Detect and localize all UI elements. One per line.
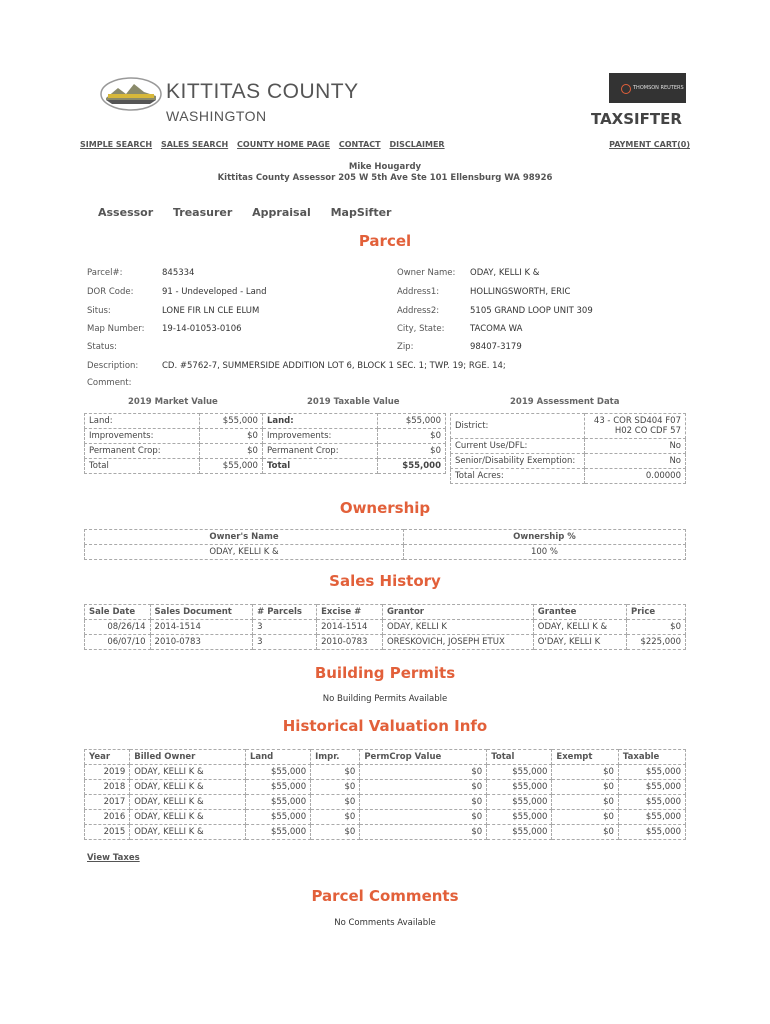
market-value-title: 2019 Market Value: [128, 397, 218, 407]
market-value-cell: $0: [199, 429, 262, 444]
history-cell: $0: [311, 780, 360, 795]
assessor-address: Kittitas County Assessor 205 W 5th Ave Ste 101 Ellensburg WA 98926: [217, 173, 553, 183]
owner-name-cell: ODAY, KELLI K &: [85, 545, 404, 560]
history-cell: $0: [552, 795, 619, 810]
sales-cell: 3: [253, 635, 317, 650]
history-cell: $0: [552, 810, 619, 825]
history-header: Exempt: [552, 750, 619, 765]
history-cell: $55,000: [487, 810, 552, 825]
table-row: [85, 545, 686, 560]
ownership-title: Ownership: [339, 499, 431, 517]
taxable-value-title: 2019 Taxable Value: [307, 397, 400, 407]
history-cell: $55,000: [618, 810, 685, 825]
zip-value: 98407-3179: [470, 342, 522, 352]
history-header: PermCrop Value: [360, 750, 487, 765]
taxable-label-cell: Land:: [262, 414, 377, 429]
sales-cell: ORESKOVICH, JOSEPH ETUX: [382, 635, 533, 650]
history-cell: $0: [552, 825, 619, 840]
sales-header: # Parcels: [253, 605, 317, 620]
address1-value: HOLLINGSWORTH, ERIC: [470, 287, 571, 297]
status-label: Status:: [87, 342, 117, 352]
county-name: KITTITAS COUNTY: [166, 80, 359, 103]
tr-logo-icon: [621, 84, 631, 94]
sales-cell: 2014-1514: [317, 620, 383, 635]
sales-header: Grantor: [382, 605, 533, 620]
tab-appraisal[interactable]: Appraisal: [252, 206, 311, 219]
sales-history-title: Sales History: [329, 572, 441, 590]
history-cell: ODAY, KELLI K &: [130, 795, 246, 810]
sales-table: [84, 604, 686, 650]
map-number-label: Map Number:: [87, 324, 145, 334]
history-cell: $0: [552, 780, 619, 795]
history-header: Impr.: [311, 750, 360, 765]
taxable-label-cell: Improvements:: [262, 429, 377, 444]
owner-name-value: ODAY, KELLI K &: [470, 268, 540, 278]
sales-cell: 2010-0783: [150, 635, 253, 650]
situs-value: LONE FIR LN CLE ELUM: [162, 306, 260, 316]
taxable-value-cell: $0: [377, 429, 445, 444]
history-cell: $55,000: [245, 780, 310, 795]
county-logo: [100, 74, 162, 114]
history-cell: 2017: [85, 795, 130, 810]
table-row: [85, 780, 686, 795]
module-tabs: [98, 206, 391, 219]
sales-cell: 2010-0783: [317, 635, 383, 650]
table-row: [85, 825, 686, 840]
building-permits-title: Building Permits: [314, 664, 456, 682]
market-value-cell: $0: [199, 444, 262, 459]
ownership-table: [84, 529, 686, 560]
history-cell: $55,000: [618, 765, 685, 780]
address2-label: Address2:: [397, 306, 440, 316]
assessment-table: [450, 413, 686, 484]
tab-assessor[interactable]: Assessor: [98, 206, 154, 219]
table-row: [85, 795, 686, 810]
table-row: [85, 620, 686, 635]
state-name: WASHINGTON: [166, 108, 267, 124]
history-cell: $55,000: [245, 765, 310, 780]
history-cell: 2015: [85, 825, 130, 840]
senior-exemption-value: No: [585, 454, 686, 469]
history-cell: $0: [311, 810, 360, 825]
nav-contact[interactable]: CONTACT: [338, 140, 381, 149]
tr-logo-text: THOMSON REUTERS: [633, 85, 684, 91]
history-cell: $55,000: [245, 810, 310, 825]
sales-header: Sales Document: [150, 605, 253, 620]
taxsifter-brand: TAXSIFTER: [591, 110, 682, 128]
sales-cell: 08/26/14: [85, 620, 151, 635]
current-use-value: No: [585, 439, 686, 454]
history-header: Taxable: [618, 750, 685, 765]
dor-code-value: 91 - Undeveloped - Land: [162, 287, 267, 297]
dor-code-label: DOR Code:: [87, 287, 134, 297]
sales-cell: ODAY, KELLI K &: [533, 620, 626, 635]
thomson-reuters-logo: [609, 73, 686, 103]
description-label: Description:: [87, 361, 139, 371]
history-cell: $55,000: [487, 795, 552, 810]
history-cell: 2018: [85, 780, 130, 795]
history-cell: $55,000: [487, 780, 552, 795]
city-state-value: TACOMA WA: [470, 324, 523, 334]
history-cell: $0: [360, 780, 487, 795]
history-cell: $0: [311, 795, 360, 810]
total-acres-label: Total Acres:: [451, 469, 585, 484]
sales-cell: ODAY, KELLI K: [382, 620, 533, 635]
senior-exemption-label: Senior/Disability Exemption:: [451, 454, 585, 469]
history-cell: $0: [311, 765, 360, 780]
description-value: CD. #5762-7, SUMMERSIDE ADDITION LOT 6, BLOCK 1 SEC. 1; TWP. 19; RGE. 14;: [162, 361, 506, 371]
table-row: [85, 635, 686, 650]
owner-name-label: Owner Name:: [397, 268, 456, 278]
taxable-label-cell: Total: [262, 459, 377, 474]
taxable-value-cell: $55,000: [377, 414, 445, 429]
sales-header: Grantee: [533, 605, 626, 620]
history-cell: ODAY, KELLI K &: [130, 780, 246, 795]
history-header: Year: [85, 750, 130, 765]
situs-label: Situs:: [87, 306, 111, 316]
history-cell: $55,000: [618, 825, 685, 840]
ownership-pct-header: Ownership %: [404, 530, 686, 545]
top-nav: [80, 140, 690, 150]
total-acres-value: 0.00000: [585, 469, 686, 484]
history-cell: $55,000: [618, 795, 685, 810]
history-cell: ODAY, KELLI K &: [130, 810, 246, 825]
nav-county-home[interactable]: COUNTY HOME PAGE: [237, 140, 330, 149]
nav-simple-search[interactable]: SIMPLE SEARCH: [80, 140, 153, 149]
value-table: [84, 413, 446, 474]
value-label-cell: Improvements:: [85, 429, 200, 444]
taxable-value-cell: $0: [377, 444, 445, 459]
taxable-label-cell: Permanent Crop:: [262, 444, 377, 459]
market-value-cell: $55,000: [199, 459, 262, 474]
sales-cell: 3: [253, 620, 317, 635]
sales-header: Price: [627, 605, 686, 620]
parcel-no-label: Parcel#:: [87, 268, 123, 278]
address2-value: 5105 GRAND LOOP UNIT 309: [470, 306, 593, 316]
history-cell: 2016: [85, 810, 130, 825]
table-row: [85, 459, 446, 474]
address1-label: Address1:: [397, 287, 440, 297]
tab-treasurer[interactable]: Treasurer: [173, 206, 233, 219]
no-permits-text: No Building Permits Available: [322, 694, 448, 704]
tab-mapsifter[interactable]: MapSifter: [330, 206, 392, 219]
history-cell: $0: [360, 795, 487, 810]
nav-disclaimer[interactable]: DISCLAIMER: [389, 140, 445, 149]
table-row: [85, 429, 446, 444]
assessment-data-title: 2019 Assessment Data: [510, 397, 620, 407]
parcel-no-value: 845334: [162, 268, 195, 278]
sales-header: Excise #: [317, 605, 383, 620]
history-table: [84, 749, 686, 840]
history-header: Billed Owner: [130, 750, 246, 765]
table-row: [85, 765, 686, 780]
historical-valuation-title: Historical Valuation Info: [282, 717, 488, 735]
nav-sales-search[interactable]: SALES SEARCH: [160, 140, 229, 149]
sales-header: Sale Date: [85, 605, 151, 620]
ownership-pct-cell: 100 %: [404, 545, 686, 560]
sales-cell: $0: [627, 620, 686, 635]
history-cell: ODAY, KELLI K &: [130, 825, 246, 840]
district-label: District:: [451, 414, 585, 439]
table-row: [85, 414, 446, 429]
map-number-value: 19-14-01053-0106: [162, 324, 242, 334]
value-label-cell: Permanent Crop:: [85, 444, 200, 459]
payment-cart-link[interactable]: PAYMENT CART(0): [609, 140, 690, 149]
history-header: Total: [487, 750, 552, 765]
history-cell: $0: [311, 825, 360, 840]
value-label-cell: Land:: [85, 414, 200, 429]
parcel-comments-title: Parcel Comments: [311, 887, 459, 905]
table-row: [85, 810, 686, 825]
zip-label: Zip:: [397, 342, 414, 352]
value-label-cell: Total: [85, 459, 200, 474]
city-state-label: City, State:: [397, 324, 445, 334]
history-cell: 2019: [85, 765, 130, 780]
view-taxes-link[interactable]: View Taxes: [87, 853, 140, 863]
no-comments-text: No Comments Available: [334, 918, 436, 928]
comment-label: Comment:: [87, 378, 132, 388]
market-value-cell: $55,000: [199, 414, 262, 429]
history-cell: $55,000: [487, 825, 552, 840]
sales-cell: O'DAY, KELLI K: [533, 635, 626, 650]
history-cell: $0: [552, 765, 619, 780]
history-header: Land: [245, 750, 310, 765]
history-cell: $0: [360, 825, 487, 840]
history-cell: $55,000: [618, 780, 685, 795]
sales-cell: $225,000: [627, 635, 686, 650]
parcel-title: Parcel: [358, 232, 412, 250]
history-cell: $0: [360, 810, 487, 825]
current-use-label: Current Use/DFL:: [451, 439, 585, 454]
sales-cell: 06/07/10: [85, 635, 151, 650]
assessor-name: Mike Hougardy: [348, 162, 422, 172]
history-cell: $0: [360, 765, 487, 780]
history-cell: $55,000: [487, 765, 552, 780]
history-cell: $55,000: [245, 825, 310, 840]
history-cell: $55,000: [245, 795, 310, 810]
history-cell: ODAY, KELLI K &: [130, 765, 246, 780]
district-value: 43 - COR SD404 F07 H02 CO CDF 57: [585, 414, 686, 439]
owner-name-header: Owner's Name: [85, 530, 404, 545]
taxable-value-cell: $55,000: [377, 459, 445, 474]
table-row: [85, 444, 446, 459]
sales-cell: 2014-1514: [150, 620, 253, 635]
